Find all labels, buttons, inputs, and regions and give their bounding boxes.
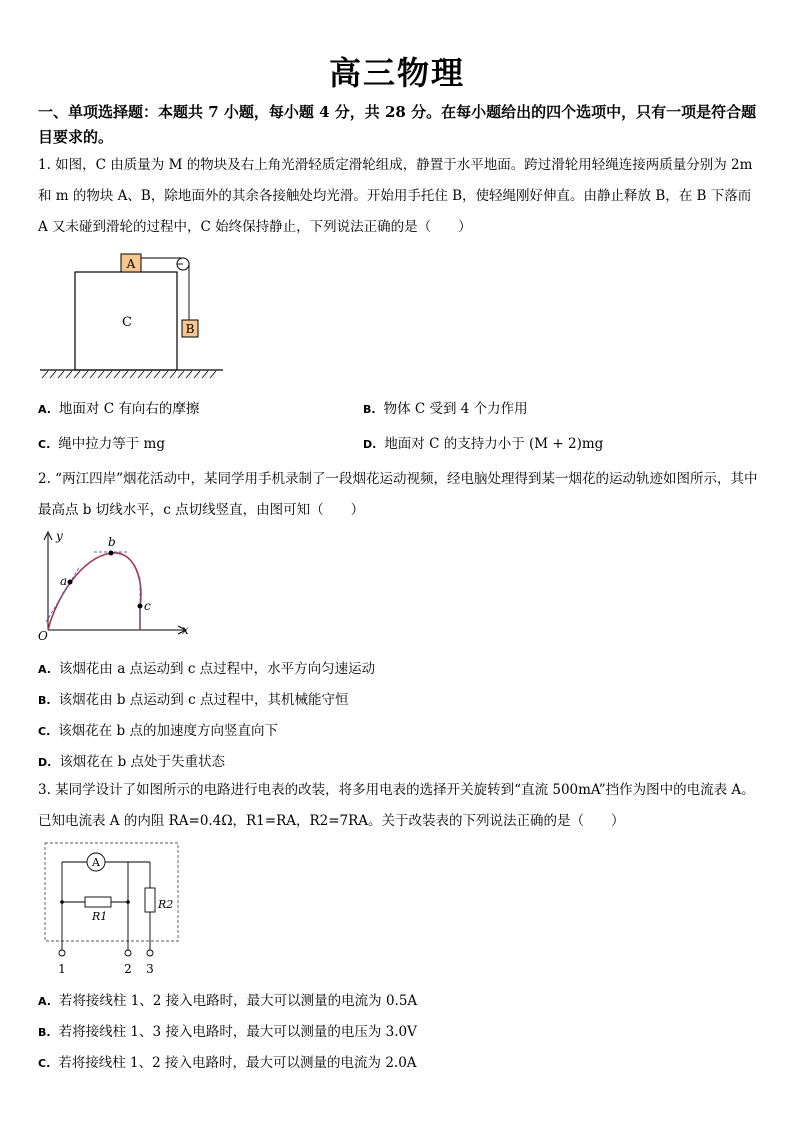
q1-option-a[interactable]: A. 地面对 C 有向右的摩擦 (38, 401, 200, 417)
q1-stem: 1. 如图，C 由质量为 M 的物块及右上角光滑轻质定滑轮组成，静置于水平地面。跨过滑轮用轻绳连接两质量分别为 2m 和 m 的物块 A、B，除地面外的其余各接触处均光滑。开始用手托住 B，使轻绳刚好伸直。由静止释放 B，在 B 下落而 A 又未碰到滑轮的过程中，C 始终保持静止，下列说法正确的是（ ） (38, 157, 753, 235)
q2-point-c: c (144, 599, 151, 613)
q2-option-a[interactable]: A. 该烟花由 a 点运动到 c 点过程中，水平方向匀速运动 (38, 661, 376, 677)
q3-r2-label: R2 (158, 898, 174, 911)
q2-origin: O (38, 629, 48, 643)
q3-option-a[interactable]: A. 若将接线柱 1、2 接入电路时，最大可以测量的电流为 0.5A (38, 993, 418, 1009)
q3-terminal-2: 2 (124, 962, 132, 976)
q2-figure (36, 528, 196, 643)
q1-option-d[interactable]: D. 地面对 C 的支持力小于 (M + 2)mg (363, 436, 604, 452)
q2-point-a: a (60, 574, 68, 588)
q3-terminal-3: 3 (146, 962, 154, 976)
q1-label-b: B (185, 322, 195, 336)
q2-axis-x: x (182, 623, 189, 637)
q3-ammeter-label: A (92, 856, 100, 869)
q1-label-c: C (122, 315, 132, 330)
q1-option-b[interactable]: B. 物体 C 受到 4 个力作用 (363, 401, 528, 417)
q3-option-c[interactable]: C. 若将接线柱 1、2 接入电路时，最大可以测量的电流为 2.0A (38, 1055, 417, 1071)
q2-point-b: b (108, 535, 116, 549)
q2-option-b[interactable]: B. 该烟花由 b 点运动到 c 点过程中，其机械能守恒 (38, 692, 349, 708)
q1-figure (38, 250, 228, 380)
page-title: 高三物理 (328, 54, 465, 92)
q2-axis-y: y (56, 529, 63, 543)
q1-option-c[interactable]: C. 绳中拉力等于 mg (38, 436, 165, 452)
q2-option-c[interactable]: C. 该烟花在 b 点的加速度方向竖直向下 (38, 723, 278, 739)
q3-option-b[interactable]: B. 若将接线柱 1、3 接入电路时，最大可以测量的电压为 3.0V (38, 1024, 417, 1040)
q1-label-a: A (126, 257, 136, 271)
q3-stem: 3. 某同学设计了如图所示的电路进行电表的改装，将多用电表的选择开关旋转到“直流 500mA”挡作为图中的电流表 A。已知电流表 A 的内阻 RA=0.4Ω，R1=RA，R2=7RA。关于改装表的下列说法正确的是（ ） (38, 782, 755, 829)
q3-terminal-1: 1 (58, 962, 66, 976)
q3-r1-label: R1 (92, 910, 108, 923)
q2-option-d[interactable]: D. 该烟花在 b 点处于失重状态 (38, 754, 226, 770)
section-heading: 一、单项选择题：本题共 7 小题，每小题 4 分，共 28 分。在每小题给出的四个选项中，只有一项是符合题目要求的。 (38, 103, 757, 146)
q3-figure (40, 840, 185, 980)
q2-stem: 2. “两江四岸”烟花活动中，某同学用手机录制了一段烟花运动视频，经电脑处理得到某一烟花的运动轨迹如图所示，其中最高点 b 切线水平，c 点切线竖直，由图可知（ ） (38, 471, 758, 518)
